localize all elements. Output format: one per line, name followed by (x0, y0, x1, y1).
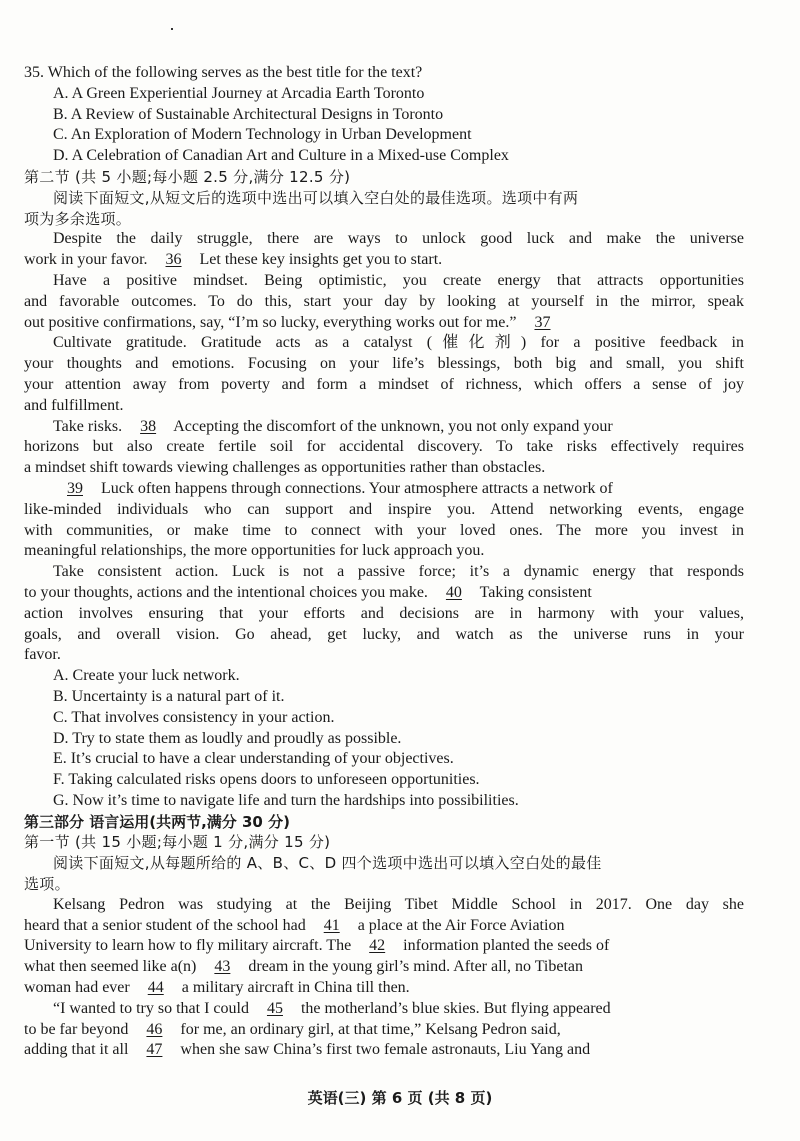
part-3-instruction-cont: 选项。 (24, 875, 70, 894)
section-2-heading: 第二节 (共 5 小题;每小题 2.5 分,满分 12.5 分) (24, 167, 351, 186)
paragraph-line: Despite the daily struggle, there are ways to unlock good luck and make the universe (53, 230, 744, 248)
paragraph-line: action involves ensuring that your efforts and decisions are in harmony with your values, (24, 604, 744, 622)
paragraph-line: a mindset shift towards viewing challenges as opportunities rather than obstacles. (24, 459, 546, 477)
blank-47: 47 (146, 1041, 163, 1059)
q35-option-b: B. A Review of Sustainable Architectural Designs in Toronto (53, 105, 444, 123)
part-3-subheading: 第一节 (共 15 小题;每小题 1 分,满分 15 分) (24, 833, 331, 852)
speck (171, 28, 173, 30)
paragraph-line: with communities, or make time to connect with your loved ones. The more you invest in (24, 521, 744, 539)
option-b: B. Uncertainty is a natural part of it. (53, 687, 285, 705)
passage-line: adding that it all 47 when she saw China’s first two female astronauts, Liu Yang and (24, 1040, 744, 1061)
question-35-stem: 35. Which of the following serves as the best title for the text? (24, 64, 423, 81)
paragraph-line: and favorable outcomes. To do this, start your day by looking at yourself in the mirror, speak (24, 292, 744, 310)
passage-line: to be far beyond 46 for me, an ordinary girl, at that time,” Kelsang Pedron said, (24, 1020, 744, 1041)
option-c: C. That involves consistency in your action. (53, 708, 335, 726)
blank-36: 36 (165, 251, 182, 269)
paragraph-line: your attention away from poverty and form a mindset of richness, which offers a sense of joy (24, 375, 744, 393)
blank-41: 41 (323, 916, 340, 934)
part-3-heading: 第三部分 语言运用(共两节,满分 30 分) (24, 812, 290, 831)
paragraph-line: like-minded individuals who can support and inspire you. Attend networking events, engage (24, 500, 744, 518)
section-2-instruction: 阅读下面短文,从短文后的选项中选出可以填入空白处的最佳选项。选项中有两 (53, 188, 579, 207)
paragraph-line: work in your favor. 36 Let these key insights get you to start. (24, 250, 744, 271)
passage-line: Kelsang Pedron was studying at the Beijing Tibet Middle School in 2017. One day she (53, 895, 744, 913)
passage-line: University to learn how to fly military aircraft. The 42 information planted the seeds of (24, 936, 744, 957)
part-3-instruction: 阅读下面短文,从每题所给的 A、B、C、D 四个选项中选出可以填入空白处的最佳 (53, 854, 602, 873)
blank-44: 44 (147, 979, 164, 997)
option-f: F. Taking calculated risks opens doors to unforeseen opportunities. (53, 771, 480, 789)
blank-46: 46 (146, 1020, 163, 1038)
paragraph-line: and fulfillment. (24, 396, 124, 414)
paragraph-line: Cultivate gratitude. Gratitude acts as a catalyst (催化剂) for a positive feedback in (53, 334, 744, 352)
blank-45: 45 (266, 999, 283, 1017)
paragraph-line: Have a positive mindset. Being optimistic, you create energy that attracts opportunities (53, 271, 744, 289)
blank-38: 38 (140, 417, 157, 435)
q35-option-d: D. A Celebration of Canadian Art and Culture in a Mixed-use Complex (53, 147, 509, 165)
q35-option-c: C. An Exploration of Modern Technology in Urban Development (53, 126, 472, 144)
blank-37: 37 (534, 313, 551, 331)
page-content (24, 63, 744, 1061)
section-2-instruction-cont: 项为多余选项。 (24, 209, 132, 228)
option-g: G. Now it’s time to navigate life and turn the hardships into possibilities. (53, 791, 519, 809)
option-d: D. Try to state them as loudly and proudly as possible. (53, 729, 402, 747)
paragraph-line: 39 Luck often happens through connections. Your atmosphere attracts a network of (24, 479, 744, 500)
q35-option-a: A. A Green Experiential Journey at Arcadia Earth Toronto (53, 84, 425, 102)
page-footer: 英语(三) 第 6 页 (共 8 页) (307, 1089, 493, 1107)
paragraph-line: to your thoughts, actions and the intentional choices you make. 40 Taking consistent (24, 583, 744, 604)
paragraph-line: out positive confirmations, say, “I’m so lucky, everything works out for me.” 37 (24, 313, 744, 334)
paragraph-line: goals, and overall vision. Go ahead, get lucky, and watch as the universe runs in your (24, 625, 744, 643)
paragraph-line: your thoughts and emotions. Focusing on your life’s blessings, both big and small, you shift (24, 355, 744, 373)
blank-39: 39 (67, 479, 83, 497)
paragraph-line: horizons but also create fertile soil for accidental discovery. To take risks effectively requires (24, 438, 744, 456)
passage-line: what then seemed like a(n) 43 dream in the young girl’s mind. After all, no Tibetan (24, 957, 744, 978)
blank-43: 43 (214, 958, 231, 976)
passage-line: woman had ever 44 a military aircraft in China till then. (24, 978, 744, 999)
paragraph-line: favor. (24, 646, 61, 664)
paragraph-line: Take risks. 38 Accepting the discomfort of the unknown, you not only expand your (24, 417, 744, 438)
option-a: A. Create your luck network. (53, 667, 240, 685)
blank-42: 42 (369, 937, 386, 955)
passage-line: heard that a senior student of the school had 41 a place at the Air Force Aviation (24, 916, 744, 937)
paragraph-line: Take consistent action. Luck is not a passive force; it’s a dynamic energy that responds (53, 563, 744, 581)
passage-line: “I wanted to try so that I could 45 the motherland’s blue skies. But flying appeared (24, 999, 744, 1020)
option-e: E. It’s crucial to have a clear understanding of your objectives. (53, 750, 454, 768)
blank-40: 40 (445, 583, 462, 601)
paragraph-line: meaningful relationships, the more opportunities for luck approach you. (24, 542, 485, 560)
